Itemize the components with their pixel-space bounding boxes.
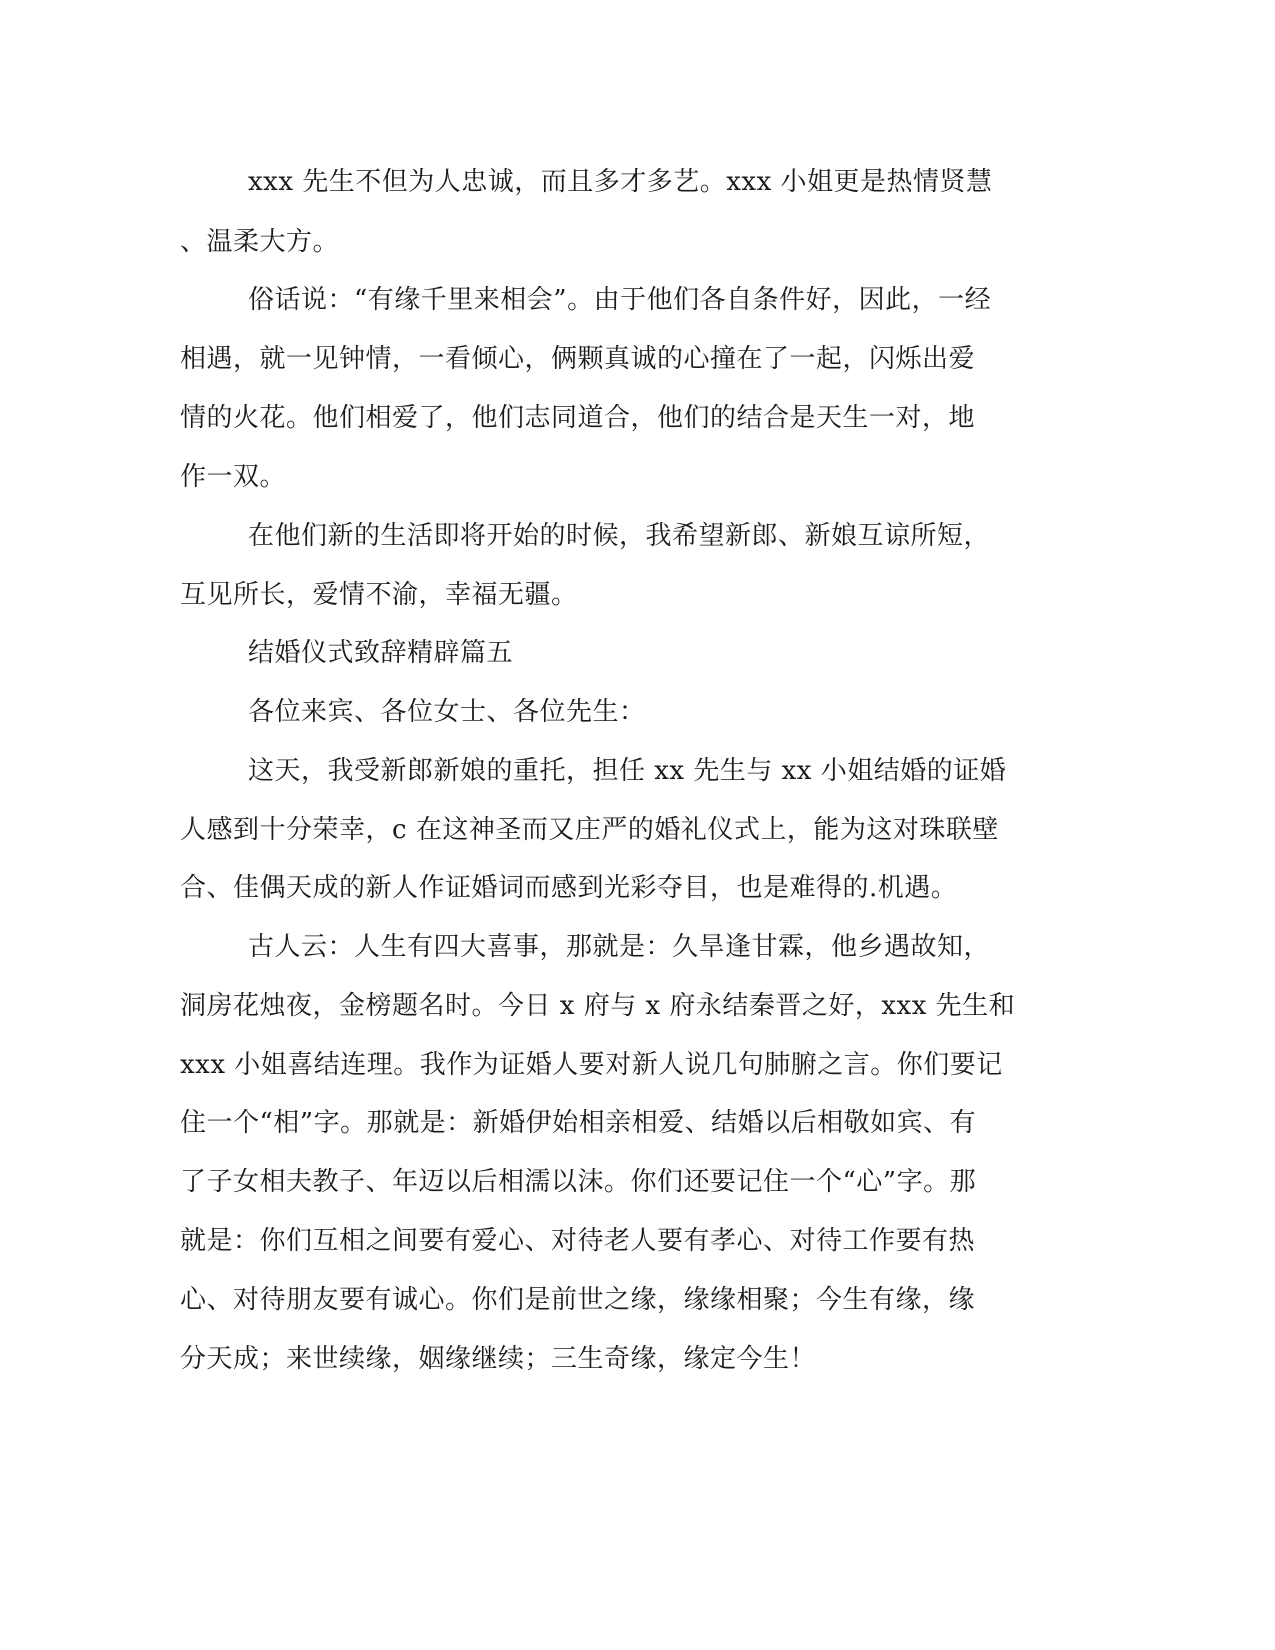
text-line: 、温柔大方。 xyxy=(180,227,340,257)
text-line: 住一个“相”字。那就是：新婚伊始相亲相爱、结婚以后相敬如宾、有 xyxy=(180,1108,977,1138)
text-line: xxx 小姐喜结连理。我作为证婚人要对新人说几句肺腑之言。你们要记 xyxy=(180,1050,1003,1080)
text-line: 互见所长，爱情不渝，幸福无疆。 xyxy=(180,580,578,610)
salutation: 各位来宾、各位女士、各位先生： xyxy=(248,697,646,727)
text-line: 在他们新的生活即将开始的时候，我希望新郎、新娘互谅所短， xyxy=(248,521,991,551)
text-line: 这天，我受新郎新娘的重托，担任 xx 先生与 xx 小姐结婚的证婚 xyxy=(248,756,1007,786)
text-line: 相遇，就一见钟情，一看倾心，俩颗真诚的心撞在了一起，闪烁出爱 xyxy=(180,344,976,374)
text-line: 人感到十分荣幸，c 在这神圣而又庄严的婚礼仪式上，能为这对珠联壁 xyxy=(180,815,999,845)
text-line: 了子女相夫教子、年迈以后相濡以沫。你们还要记住一个“心”字。那 xyxy=(180,1167,977,1197)
text-line: 俗话说：“有缘千里来相会”。由于他们各自条件好，因此，一经 xyxy=(248,285,992,315)
text-line: 洞房花烛夜，金榜题名时。今日 x 府与 x 府永结秦晋之好，xxx 先生和 xyxy=(180,991,1016,1021)
text-line: 情的火花。他们相爱了，他们志同道合，他们的结合是天生一对，地 xyxy=(180,403,976,433)
text-line: 心、对待朋友要有诚心。你们是前世之缘，缘缘相聚；今生有缘，缘 xyxy=(180,1285,976,1315)
text-line: 古人云：人生有四大喜事，那就是：久旱逢甘霖，他乡遇故知， xyxy=(248,932,991,962)
text-line: 作一双。 xyxy=(180,462,287,492)
text-line: xxx 先生不但为人忠诚，而且多才多艺。xxx 小姐更是热情贤慧 xyxy=(248,167,993,197)
section-heading: 结婚仪式致辞精辟篇五 xyxy=(248,638,514,668)
text-line: 分天成；来世续缘，姻缘继续；三生奇缘，缘定今生！ xyxy=(180,1344,817,1374)
text-line: 合、佳偶天成的新人作证婚词而感到光彩夺目，也是难得的.机遇。 xyxy=(180,873,958,903)
text-line: 就是：你们互相之间要有爱心、对待老人要有孝心、对待工作要有热 xyxy=(180,1226,976,1256)
